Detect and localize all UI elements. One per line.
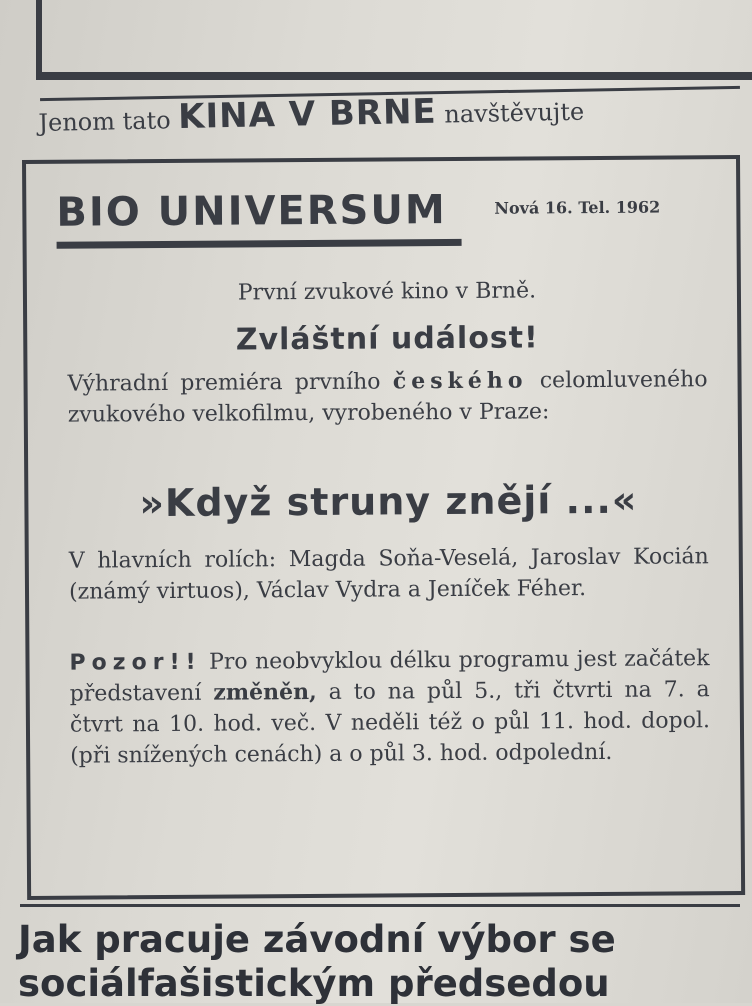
tagline-after: navštěvujte xyxy=(444,97,585,129)
tagline-before: Jenom tato xyxy=(38,106,171,137)
cinema-advertisement xyxy=(22,155,745,900)
notice-emphasis: změněn, xyxy=(213,678,317,706)
premiere-text-emphasis: českého xyxy=(392,367,528,395)
ad-subtitle: První zvukové kino v Brně. xyxy=(237,278,537,306)
headline-line-1: Jak pracuje závodní výbor se xyxy=(18,918,616,961)
notice-label: Pozor!! xyxy=(69,649,202,676)
headline-line-2: sociálfašistickým předsedou xyxy=(18,962,610,1005)
notice-sunday: V neděli též o půl 11. hod. dopol. (při snížených cenách) a o půl 3. hod. odpolední. xyxy=(70,708,711,769)
tagline xyxy=(38,85,739,140)
event-heading: Zvláštní událost! xyxy=(235,320,539,358)
notice-part2: a to na půl 5., tři čtvrti na 7. a čtvrt na 10. hod. več. xyxy=(69,677,710,738)
premiere-text-part2: celomluveného zvukového velkofilmu, vyrobeného v Praze: xyxy=(67,367,708,428)
film-title: »Když struny znějí ...« xyxy=(139,477,638,526)
previous-ad-frame xyxy=(36,0,752,80)
cinema-address: Nová 16. Tel. 1962 xyxy=(494,197,661,218)
notice-part1: Pro neobvyklou délku programu jest začátek představení xyxy=(69,646,710,707)
cinema-name: BIO UNIVERSUM xyxy=(56,187,447,236)
premiere-text xyxy=(67,364,707,430)
tagline-emphasis: KINA V BRNE xyxy=(177,91,438,138)
cast-text: V hlavních rolích: Magda Soňa-Veselá, Jaroslav Kocián (známý virtuos), Václav Vydra a Jeníček Féher. xyxy=(68,544,709,605)
schedule-notice xyxy=(69,643,710,771)
cinema-name-underline xyxy=(57,239,462,249)
premiere-text-part1: Výhradní premiéra prvního xyxy=(67,369,381,397)
article-headline xyxy=(18,918,752,1006)
divider-rule-bottom xyxy=(20,904,740,907)
